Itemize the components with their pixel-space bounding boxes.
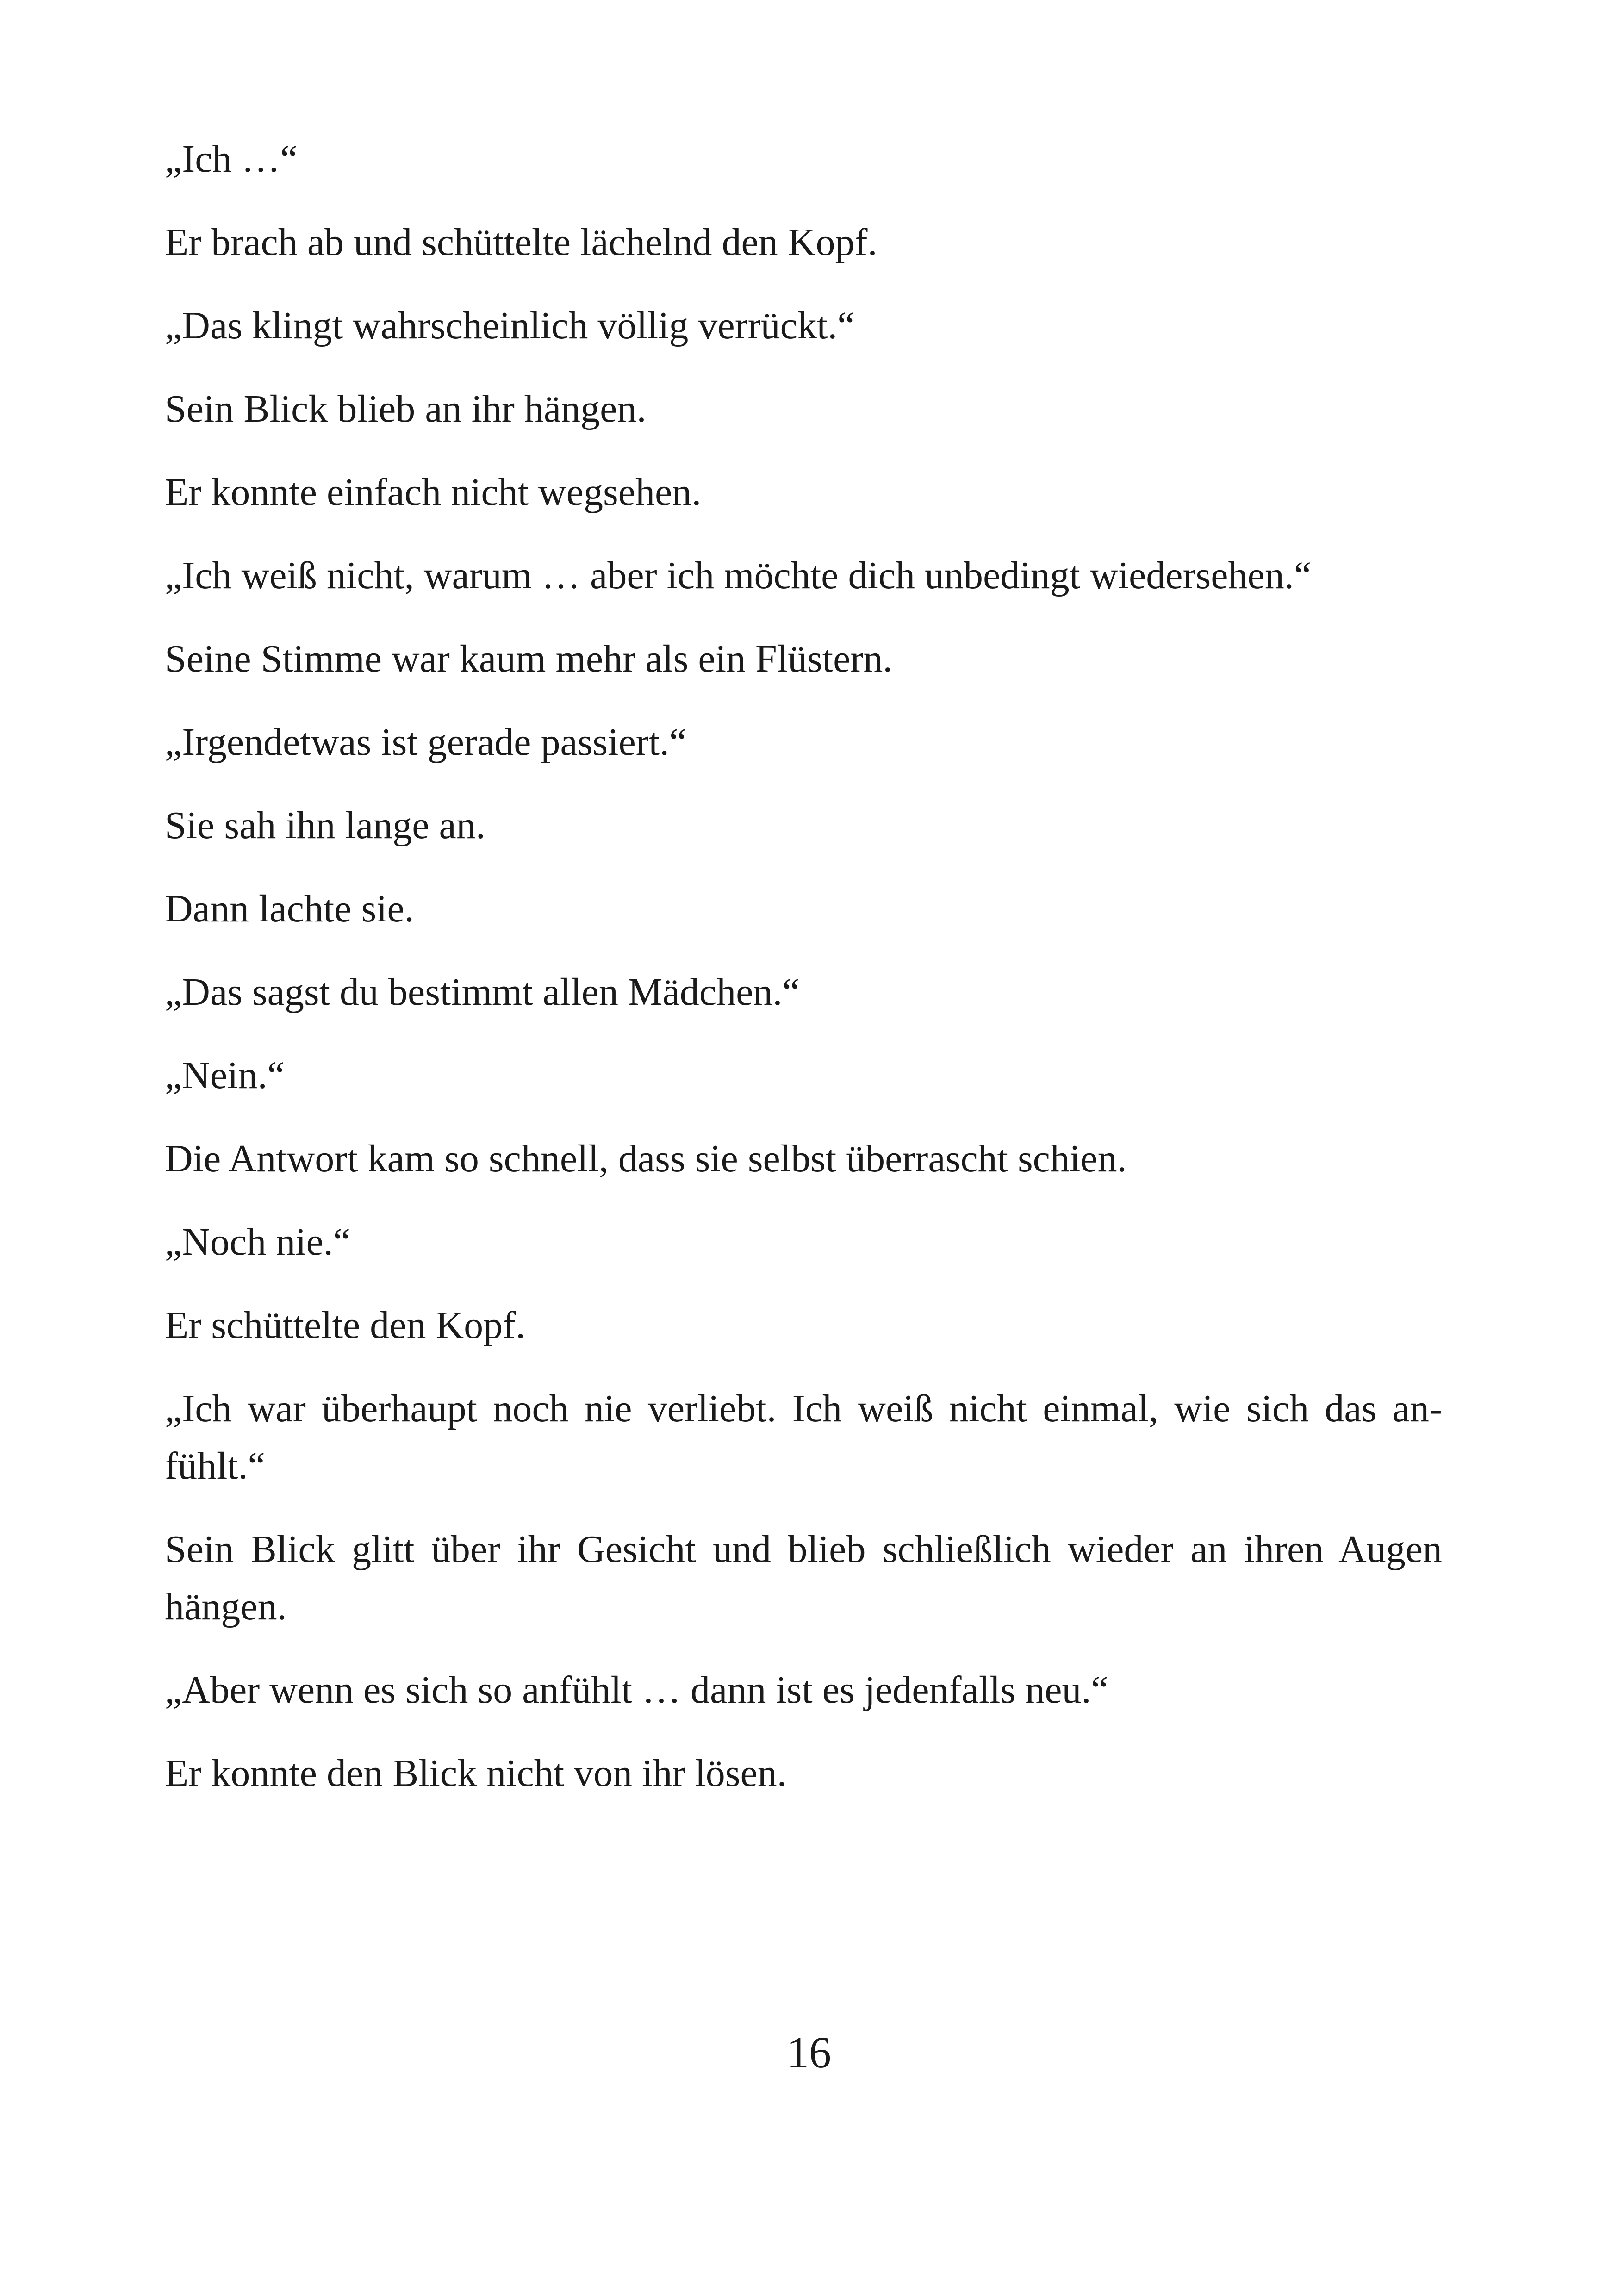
paragraph: Er konnte einfach nicht wegsehen. <box>165 471 702 514</box>
paragraph: „Irgendetwas ist gerade passiert.“ <box>165 721 687 764</box>
paragraph: Er konnte den Blick nicht von ihr lösen. <box>165 1752 787 1795</box>
paragraph: „Das klingt wahrscheinlich völlig verrückt.“ <box>165 304 855 347</box>
paragraph: „Das sagst du bestimmt allen Mädchen.“ <box>165 971 800 1014</box>
paragraph: Die Antwort kam so schnell, dass sie selbst überrascht schien. <box>165 1137 1127 1180</box>
paragraph: „Noch nie.“ <box>165 1220 351 1263</box>
paragraph: „Aber wenn es sich so anfühlt … dann ist es jedenfalls neu.“ <box>165 1668 1108 1711</box>
paragraph: Er brach ab und schüttelte lächelnd den Kopf. <box>165 221 877 264</box>
paragraph: Er schüttelte den Kopf. <box>165 1304 526 1347</box>
paragraph: „Nein.“ <box>165 1054 285 1097</box>
paragraph: Dann lachte sie. <box>165 887 414 930</box>
paragraph: „Ich …“ <box>165 137 298 180</box>
paragraph: Seine Stimme war kaum mehr als ein Flüstern. <box>165 637 893 680</box>
paragraph: „Ich war überhaupt noch nie verliebt. Ich weiß nicht einmal, wie sich das anfühlt.“ <box>165 1387 1442 1487</box>
paragraph: „Ich weiß nicht, warum … aber ich möchte dich unbedingt wiedersehen.“ <box>165 554 1312 597</box>
paragraph: Sie sah ihn lange an. <box>165 804 485 847</box>
page-number: 16 <box>787 2028 831 2077</box>
paragraph: Sein Blick blieb an ihr hängen. <box>165 387 647 430</box>
paragraph: Sein Blick glitt über ihr Gesicht und blieb schließlich wieder an ihren Augen hängen. <box>165 1528 1442 1628</box>
body-text <box>165 131 1442 1828</box>
